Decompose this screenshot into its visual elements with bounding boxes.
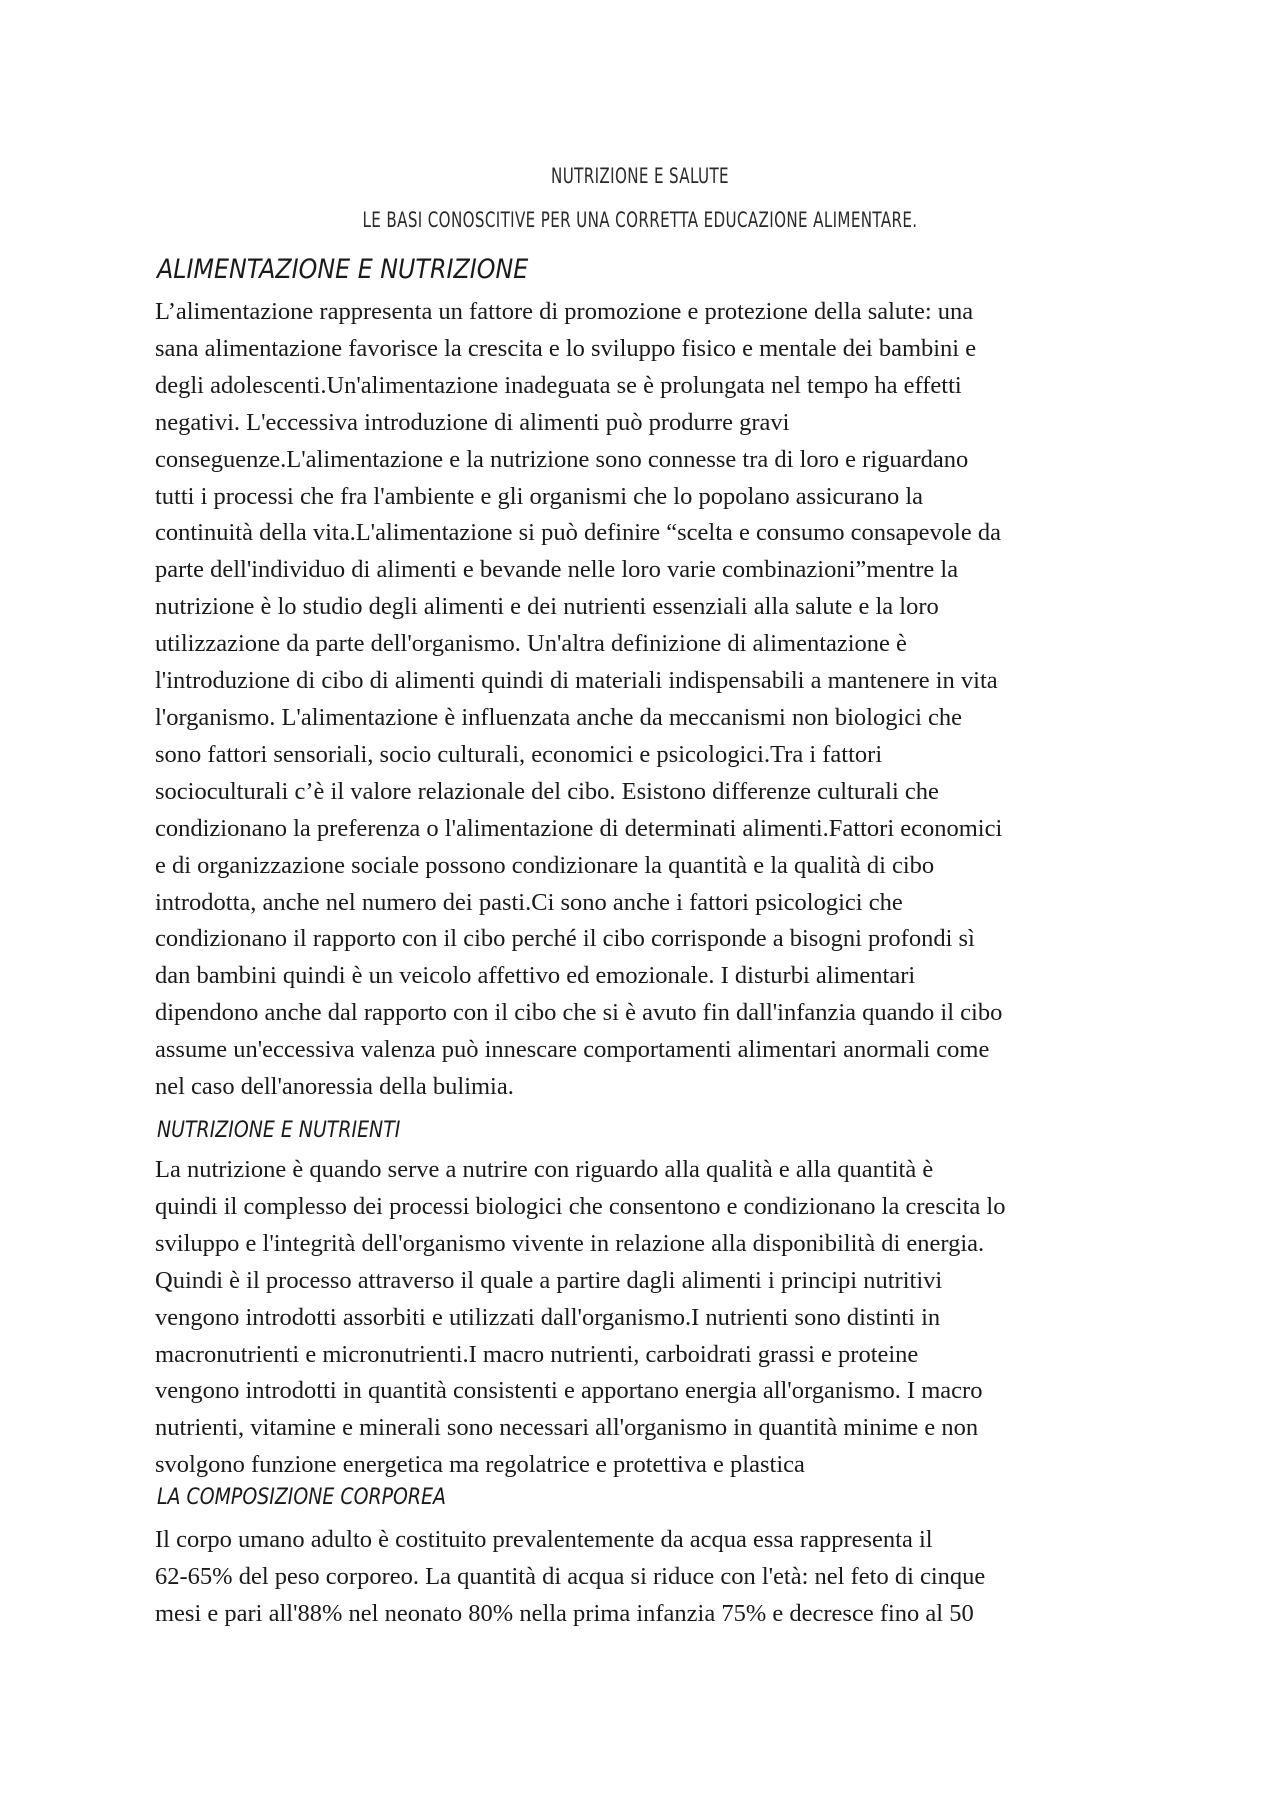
paragraph-line: svolgono funzione energetica ma regolatrice e protettiva e plastica bbox=[155, 1451, 805, 1479]
paragraph-line: negativi. L'eccessiva introduzione di alimenti può produrre gravi bbox=[155, 408, 790, 436]
paragraph-line: Il corpo umano adulto è costituito prevalentemente da acqua essa rappresenta il bbox=[155, 1526, 933, 1553]
paragraph-line: parte dell'individuo di alimenti e bevande nelle loro varie combinazioni”mentre la bbox=[155, 556, 959, 584]
paragraph-line: l'organismo. L'alimentazione è influenzata anche da meccanismi non biologici che bbox=[155, 703, 963, 731]
paragraph-line: Quindi è il processo attraverso il quale a partire dagli alimenti i principi nutritivi bbox=[155, 1266, 943, 1294]
paragraph-line: assume un'eccessiva valenza può innescare comportamenti alimentari anormali come bbox=[155, 1036, 990, 1064]
document-title: NUTRIZIONE E SALUTE bbox=[551, 164, 729, 188]
paragraph-line: mesi e pari all'88% nel neonato 80% nella prima infanzia 75% e decresce fino al 50 bbox=[155, 1599, 974, 1627]
section-paragraph-alimentazione bbox=[155, 294, 1135, 1106]
paragraph-line: sviluppo e l'integrità dell'organismo vivente in relazione alla disponibilità di energia. bbox=[155, 1229, 985, 1257]
paragraph-line: sono fattori sensoriali, socio culturali, economici e psicologici.Tra i fattori bbox=[155, 740, 883, 768]
paragraph-line: macronutrienti e micronutrienti.I macro nutrienti, carboidrati grassi e proteine bbox=[155, 1340, 919, 1368]
paragraph-line: l'introduzione di cibo di alimenti quindi di materiali indispensabili a mantenere in vita bbox=[155, 667, 998, 695]
paragraph-line: socioculturali c’è il valore relazionale del cibo. Esistono differenze culturali che bbox=[155, 777, 939, 805]
paragraph-line: quindi il complesso dei processi biologici che consentono e condizionano la crescita lo bbox=[155, 1192, 1006, 1220]
paragraph-line: dan bambini quindi è un veicolo affettivo ed emozionale. I disturbi alimentari bbox=[155, 962, 916, 990]
paragraph-line: sana alimentazione favorisce la crescita e lo sviluppo fisico e mentale dei bambini e bbox=[155, 334, 977, 362]
paragraph-line: condizionano la preferenza o l'alimentazione di determinati alimenti.Fattori economici bbox=[155, 814, 1003, 842]
paragraph-line: degli adolescenti.Un'alimentazione inadeguata se è prolungata nel tempo ha effetti bbox=[155, 371, 962, 399]
section-heading-nutrienti: NUTRIZIONE E NUTRIENTI bbox=[157, 1118, 401, 1143]
section-heading-composizione: LA COMPOSIZIONE CORPOREA bbox=[157, 1485, 446, 1510]
paragraph-line: vengono introdotti in quantità consistenti e apportano energia all'organismo. I macro bbox=[155, 1377, 983, 1405]
paragraph-line: tutti i processi che fra l'ambiente e gli organismi che lo popolano assicurano la bbox=[155, 482, 924, 510]
paragraph-line: La nutrizione è quando serve a nutrire con riguardo alla qualità e alla quantità è bbox=[155, 1156, 934, 1183]
paragraph-line: utilizzazione da parte dell'organismo. Un'altra definizione di alimentazione è bbox=[155, 630, 907, 658]
paragraph-line: dipendono anche dal rapporto con il cibo che si è avuto fin dall'infanzia quando il cibo bbox=[155, 999, 1003, 1027]
paragraph-line: introdotta, anche nel numero dei pasti.Ci sono anche i fattori psicologici che bbox=[155, 888, 903, 916]
paragraph-line: L’alimentazione rappresenta un fattore di promozione e protezione della salute: una bbox=[155, 298, 974, 325]
section-heading-alimentazione: ALIMENTAZIONE E NUTRIZIONE bbox=[157, 254, 529, 285]
paragraph-line: vengono introdotti assorbiti e utilizzati dall'organismo.I nutrienti sono distinti in bbox=[155, 1303, 941, 1331]
paragraph-line: nutrienti, vitamine e minerali sono necessari all'organismo in quantità minime e non bbox=[155, 1414, 979, 1442]
paragraph-line: nutrizione è lo studio degli alimenti e dei nutrienti essenziali alla salute e la loro bbox=[155, 593, 939, 621]
paragraph-line: 62-65% del peso corporeo. La quantità di acqua si riduce con l'età: nel feto di cinque bbox=[155, 1562, 986, 1590]
section-paragraph-nutrienti bbox=[155, 1152, 1135, 1484]
paragraph-line: condizionano il rapporto con il cibo perché il cibo corrisponde a bisogni profondi sì bbox=[155, 925, 975, 953]
document-subtitle: LE BASI CONOSCITIVE PER UNA CORRETTA EDUCAZIONE ALIMENTARE. bbox=[362, 208, 918, 232]
paragraph-line: conseguenze.L'alimentazione e la nutrizione sono connesse tra di loro e riguardano bbox=[155, 445, 969, 473]
paragraph-line: nel caso dell'anoressia della bulimia. bbox=[155, 1073, 514, 1101]
paragraph-line: continuità della vita.L'alimentazione si può definire “scelta e consumo consapevole da bbox=[155, 519, 1001, 547]
section-paragraph-composizione bbox=[155, 1522, 1135, 1633]
paragraph-line: e di organizzazione sociale possono condizionare la quantità e la qualità di cibo bbox=[155, 851, 935, 879]
